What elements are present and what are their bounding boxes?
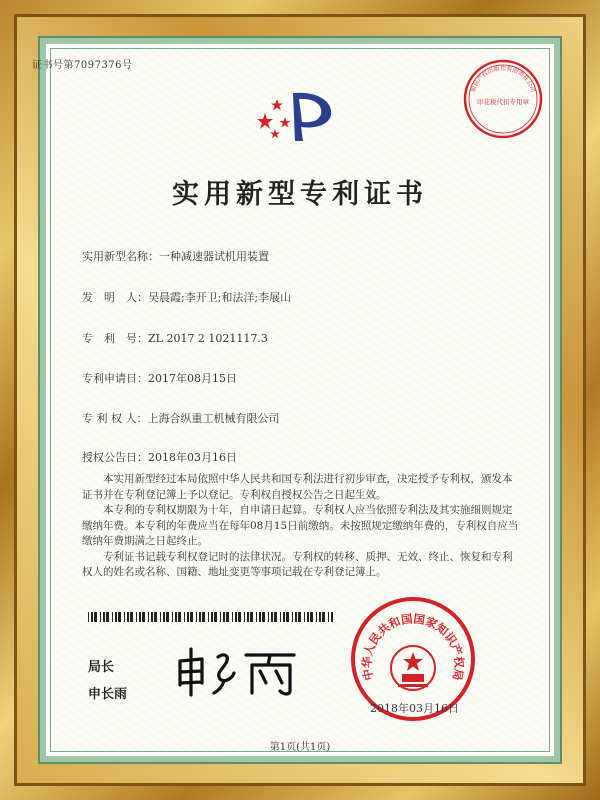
body-paragraph: 本实用新型经过本局依照中华人民共和国专利法进行初步审查，决定授予专利权，颁发本证书并在专利登记簿上予以登记。专利权自授权公告之日起生效。: [82, 473, 513, 501]
field-inventor: [82, 289, 291, 305]
top-seal-center-text: 印花税代扣专用章: [477, 98, 529, 106]
filing-date-value: 2017年08月15日: [148, 372, 237, 385]
grant-date-value: 2018年03月16日: [148, 451, 237, 464]
inventor-label: 发 明 人：: [82, 291, 148, 304]
director-name: 申长雨: [88, 687, 128, 702]
patent-holder-label: 专 利 权 人：: [82, 412, 148, 425]
signature-icon: [172, 643, 302, 698]
utility-name-label: 实用新型名称：: [82, 250, 159, 263]
field-grant-date: [82, 449, 237, 465]
patent-number-label: 专 利 号：: [82, 332, 148, 345]
page-number: 第1页(共1页): [269, 742, 331, 753]
utility-name-value: 一种减速器试机用装置: [159, 250, 269, 263]
field-filing-date: [82, 370, 237, 386]
patent-number-value: ZL 2017 2 1021117.3: [148, 332, 268, 345]
main-seal-arc-text: 中华人民共和国国家知识产权局: [359, 611, 467, 682]
top-seal-arc-text: 知识产权出版社有限责任公司: [469, 65, 537, 94]
body-paragraph: 专利证书记载专利权登记时的法律状况。专利权的转移、质押、无效、终止、恢复和专利权人的姓名或名称、国籍、地址变更等事项记载在专利登记簿上。: [82, 550, 513, 578]
grant-date-label: 授权公告日：: [82, 451, 148, 464]
tax-stamp-seal-icon: [462, 58, 544, 140]
field-utility-name: [82, 248, 269, 264]
field-patent-number: [82, 330, 268, 346]
certificate-body: [82, 472, 522, 581]
director-title: 局长: [88, 660, 115, 675]
certificate-number: 证书号第7097376号: [32, 60, 133, 71]
patent-office-logo-icon: [255, 85, 345, 145]
director-block: [88, 656, 127, 710]
inventor-value: 吴晨霞;李开卫;和法洋;李展山: [148, 291, 292, 304]
certificate-title: 实用新型专利证书: [172, 179, 428, 210]
barcode-icon: [88, 612, 336, 622]
body-paragraph: 本专利的专利权期限为十年，自申请日起算。专利权人应当依照专利法及其实施细则规定缴纳年费。本专利的年费应当在每年08月15日前缴纳。未按照规定缴纳年费的，专利权自应当缴纳年费期满之日起终止。: [82, 504, 519, 547]
seal-date: 2018年03月16日: [370, 702, 459, 715]
field-patent-holder: [82, 410, 280, 426]
patent-holder-value: 上海合纵重工机械有限公司: [147, 412, 280, 425]
filing-date-label: 专利申请日：: [82, 372, 148, 385]
